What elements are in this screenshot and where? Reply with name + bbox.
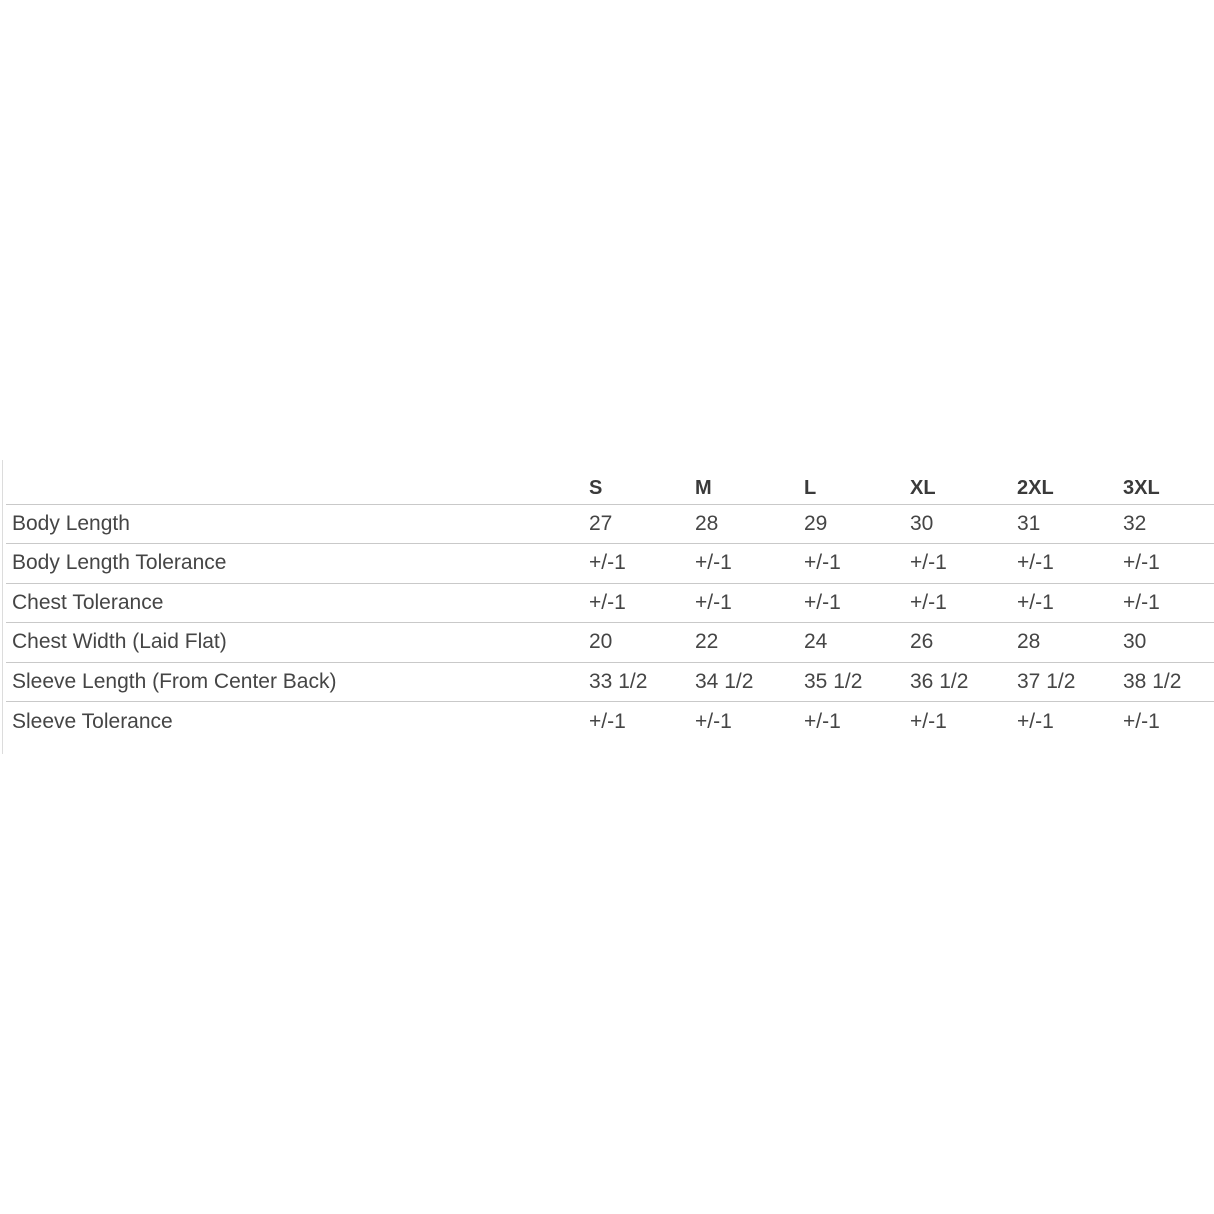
cell-value: +/-1 (589, 709, 626, 733)
table-row (6, 544, 1214, 584)
cell-value: 37 1/2 (1011, 662, 1117, 702)
cell-value: 31 (1011, 504, 1117, 544)
cell-value: 22 (689, 623, 798, 663)
table-row (6, 583, 1214, 623)
size-header-l: L (798, 460, 904, 504)
row-label: Sleeve Length (From Center Back) (6, 662, 583, 702)
header-label-corner (6, 460, 583, 504)
cell-value: +/-1 (1117, 583, 1214, 623)
cell-value: +/-1 (1123, 709, 1160, 733)
cell-value: +/-1 (904, 544, 1011, 584)
cell-value: +/-1 (1011, 583, 1117, 623)
size-header-xl: XL (904, 460, 1011, 504)
cell-value: 26 (904, 623, 1011, 663)
cell-value: +/-1 (904, 583, 1011, 623)
cell-value: +/-1 (1011, 544, 1117, 584)
size-header-row (6, 460, 1214, 504)
table-row (6, 662, 1214, 702)
cell-value: +/-1 (804, 709, 841, 733)
cell-value: +/-1 (583, 544, 689, 584)
cell-value: 30 (1117, 623, 1214, 663)
cell-value: 34 1/2 (689, 662, 798, 702)
cell-value: +/-1 (689, 583, 798, 623)
cell-value: 32 (1117, 504, 1214, 544)
size-header-3xl: 3XL (1117, 460, 1214, 504)
cell-value: +/-1 (689, 544, 798, 584)
cell-value: +/-1 (695, 709, 732, 733)
cell-value: +/-1 (910, 709, 947, 733)
size-header-2xl: 2XL (1011, 460, 1117, 504)
cell-value: +/-1 (1117, 544, 1214, 584)
cell-value: 20 (583, 623, 689, 663)
row-label: Chest Width (Laid Flat) (6, 623, 583, 663)
cell-value: 36 1/2 (904, 662, 1011, 702)
cell-value: 35 1/2 (798, 662, 904, 702)
size-chart-table (6, 460, 1214, 741)
cell-value: +/-1 (1017, 709, 1054, 733)
table-row (6, 623, 1214, 663)
size-chart-container (2, 460, 1214, 754)
cell-value: +/-1 (583, 583, 689, 623)
table-row (6, 702, 1214, 742)
cell-value: 38 1/2 (1117, 662, 1214, 702)
row-label: Chest Tolerance (6, 583, 583, 623)
cell-value: 24 (798, 623, 904, 663)
cell-value: 28 (1011, 623, 1117, 663)
size-header-s: S (583, 460, 689, 504)
cell-value: +/-1 (798, 544, 904, 584)
cell-value: 33 1/2 (583, 662, 689, 702)
size-header-m: M (689, 460, 798, 504)
table-row (6, 504, 1214, 544)
row-label: Body Length Tolerance (6, 544, 583, 584)
cell-value: 30 (904, 504, 1011, 544)
cell-value: 27 (583, 504, 689, 544)
row-label: Sleeve Tolerance (12, 709, 173, 733)
row-label: Body Length (6, 504, 583, 544)
cell-value: +/-1 (798, 583, 904, 623)
cell-value: 28 (689, 504, 798, 544)
cell-value: 29 (798, 504, 904, 544)
